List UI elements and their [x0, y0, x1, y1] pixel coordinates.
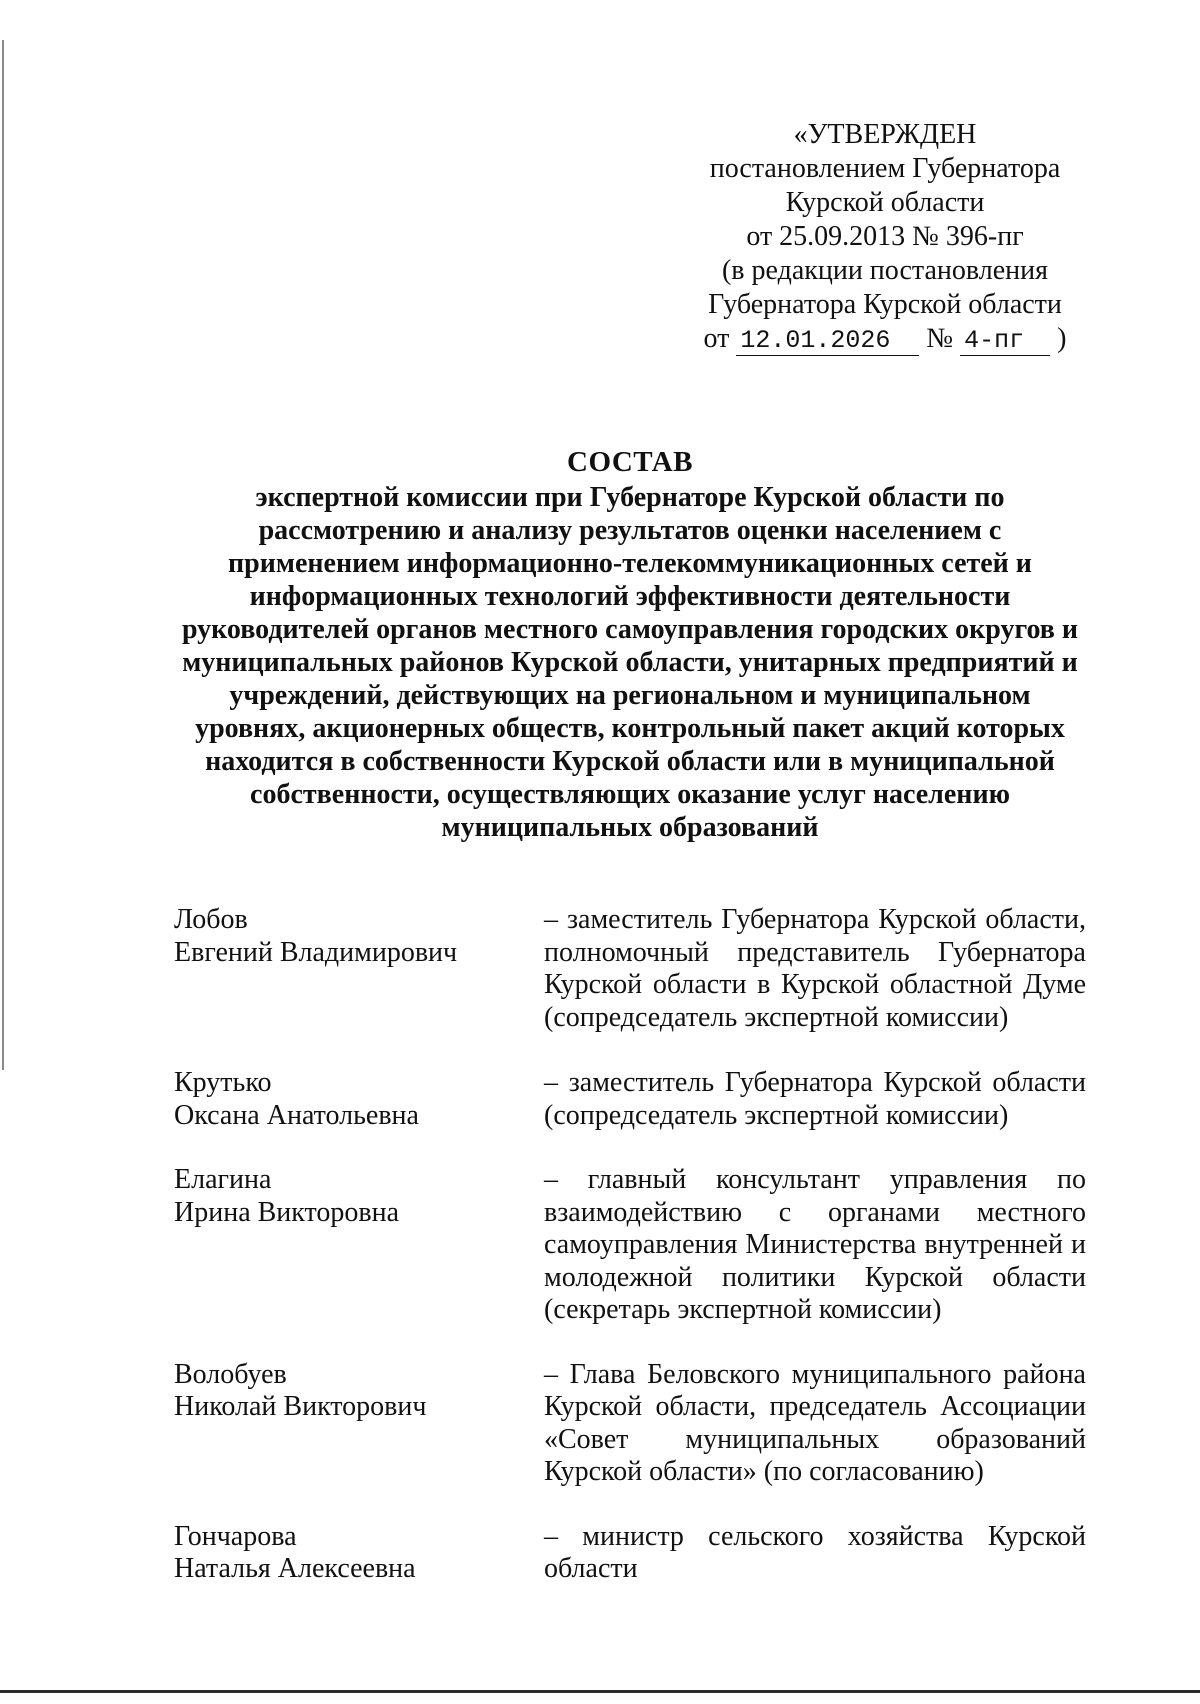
title-line: экспертной комиссии при Губернаторе Курской области по — [255, 482, 1005, 513]
title-heading: СОСТАВ — [567, 446, 693, 478]
member-row — [174, 1067, 1086, 1132]
member-name — [174, 1164, 544, 1327]
member-given-names: Ирина Викторовна — [174, 1196, 400, 1228]
member-role: – заместитель Губернатора Курской области (сопредседатель экспертной комиссии) — [544, 1067, 1086, 1131]
title-line: информационных технологий эффективности деятельности — [249, 581, 1011, 612]
member-name — [174, 1521, 544, 1586]
member-row — [174, 1521, 1086, 1586]
member-surname: Лобов — [174, 904, 248, 935]
member-surname: Крутько — [174, 1067, 272, 1098]
member-row — [174, 904, 1086, 1034]
approval-line-3: Курской области — [785, 187, 985, 218]
document-title — [130, 446, 1130, 844]
member-name — [174, 1067, 544, 1132]
title-line: муниципальных образований — [441, 812, 819, 843]
title-line: находится в собственности Курской области или в муниципальной — [205, 746, 1055, 777]
member-row — [174, 1359, 1086, 1489]
member-surname: Волобуев — [174, 1358, 287, 1390]
scan-edge-left — [2, 40, 4, 1070]
title-line: муниципальных районов Курской области, унитарных предприятий и — [182, 647, 1078, 678]
approval-line-4: от 25.09.2013 № 396-пг — [746, 221, 1024, 252]
approval-stamp — [690, 118, 1080, 356]
approval-line-5: (в редакции постановления — [721, 255, 1049, 286]
member-role: – министр сельского хозяйства Курской области — [544, 1520, 1086, 1584]
edition-date: 12.01.2026 — [736, 327, 919, 356]
approval-line-1: «УТВЕРЖДЕН — [793, 119, 977, 150]
edition-number-sign: № — [926, 323, 954, 354]
edition-number: 4-пг — [960, 327, 1050, 356]
title-line: уровнях, акционерных обществ, контрольный пакет акций которых — [195, 713, 1065, 744]
member-given-names: Николай Викторович — [174, 1391, 427, 1422]
approval-line-2: постановлением Губернатора — [709, 153, 1061, 184]
member-given-names: Наталья Алексеевна — [174, 1553, 416, 1584]
title-line: применением информационно-телекоммуникационных сетей и — [228, 548, 1032, 579]
approval-line-6: Губернатора Курской области — [708, 289, 1062, 320]
member-given-names: Оксана Анатольевна — [174, 1099, 419, 1131]
scan-edge-bottom — [0, 1690, 1200, 1693]
member-role: – Глава Беловского муниципального района Курской области, председатель Ассоциации «Совет муниципальных образований Курской области» (по согласованию) — [544, 1358, 1086, 1487]
member-row — [174, 1164, 1086, 1327]
title-line: собственности, осуществляющих оказание услуг населению — [250, 779, 1010, 810]
member-role: – главный консультант управления по взаимодействию с органами местного самоуправления Министерства внутренней и молодежной политики Курской области (секретарь экспертной комиссии) — [544, 1164, 1086, 1325]
edition-close: ) — [1057, 323, 1067, 354]
member-name — [174, 904, 544, 1034]
title-line: руководителей органов местного самоуправления городских округов и — [181, 614, 1079, 645]
member-surname: Гончарова — [174, 1520, 297, 1552]
title-line: рассмотрению и анализу результатов оценки населением с — [258, 515, 1002, 546]
approval-edition-line — [690, 322, 1080, 356]
members-list — [174, 904, 1086, 1586]
member-role: – заместитель Губернатора Курской области, полномочный представитель Губернатора Курской области в Курской областной Думе (сопредседатель экспертной комиссии) — [544, 904, 1086, 1033]
member-given-names: Евгений Владимирович — [174, 936, 458, 968]
member-name — [174, 1359, 544, 1489]
title-line: учреждений, действующих на региональном и муниципальном — [229, 680, 1031, 711]
member-surname: Елагина — [174, 1164, 272, 1195]
edition-prefix: от — [703, 323, 730, 354]
